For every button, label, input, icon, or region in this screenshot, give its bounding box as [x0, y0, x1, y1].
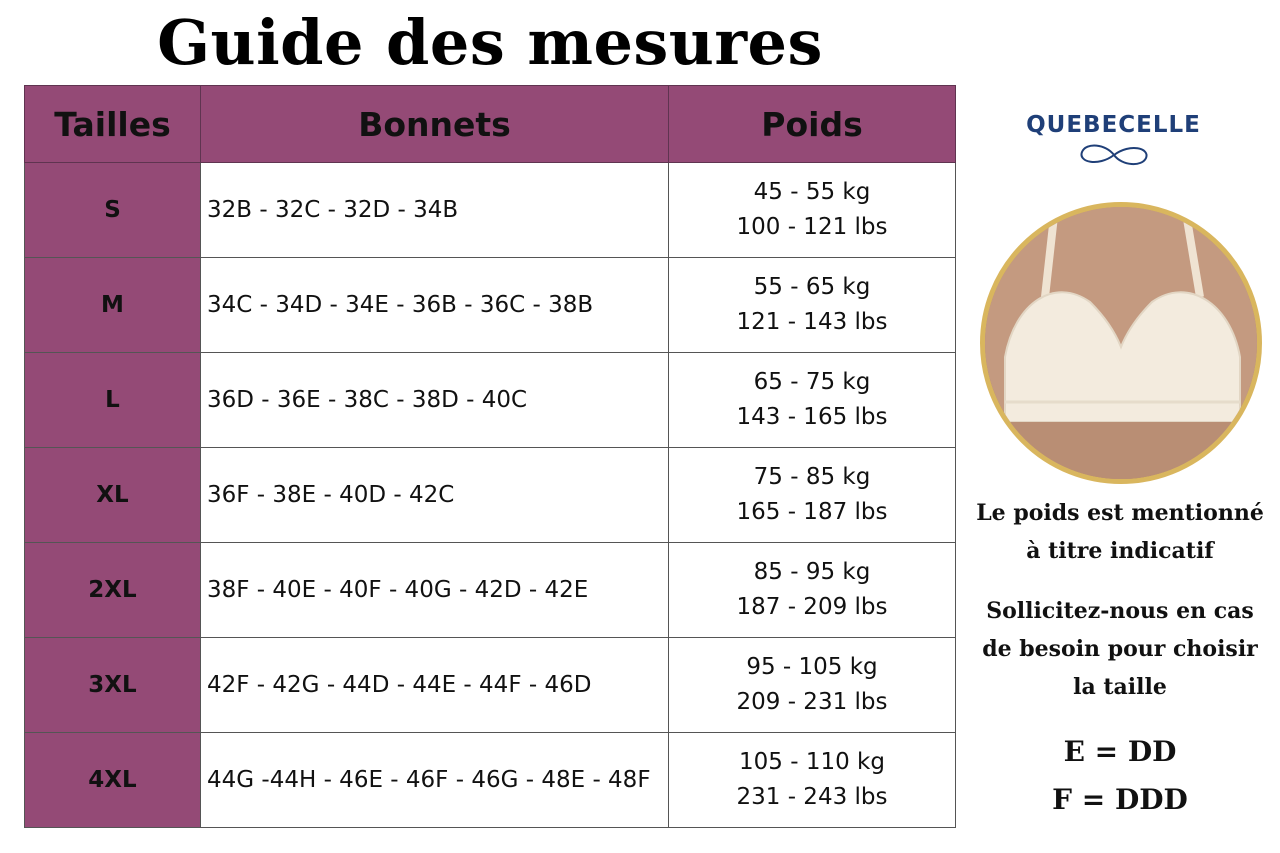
cups-cell: 32B - 32C - 32D - 34B: [201, 163, 669, 258]
weight-lbs: 143 - 165 lbs: [736, 404, 888, 430]
table-row: [25, 353, 956, 448]
brand-logo: [1026, 112, 1201, 170]
table-row: [25, 258, 956, 353]
product-photo: [980, 202, 1262, 484]
cups-cell: 34C - 34D - 34E - 36B - 36C - 38B: [201, 258, 669, 353]
weight-note-line: Le poids est mentionné: [976, 500, 1264, 526]
table-header-row: [25, 86, 956, 163]
cups-cell: 36F - 38E - 40D - 42C: [201, 448, 669, 543]
weight-lbs: 187 - 209 lbs: [736, 594, 888, 620]
size-cell: 3XL: [25, 638, 201, 733]
table-row: [25, 448, 956, 543]
equivalence-f: F = DDD: [1052, 783, 1188, 816]
weight-note-line: à titre indicatif: [1026, 538, 1214, 564]
weight-lbs: 231 - 243 lbs: [736, 784, 888, 810]
size-cell: M: [25, 258, 201, 353]
cup-equivalences: [965, 728, 1275, 824]
weight-lbs: 209 - 231 lbs: [736, 689, 888, 715]
weight-cell: [669, 258, 956, 353]
page-title: Guide des mesures: [157, 6, 823, 79]
weight-cell: [669, 163, 956, 258]
weight-kg: 65 - 75 kg: [753, 369, 871, 395]
weight-kg: 45 - 55 kg: [753, 179, 871, 205]
weight-cell: [669, 733, 956, 828]
header-bonnets: Bonnets: [201, 86, 669, 163]
weight-kg: 105 - 110 kg: [739, 749, 885, 775]
weight-note: [965, 494, 1275, 570]
header-poids: Poids: [669, 86, 956, 163]
size-cell: S: [25, 163, 201, 258]
weight-lbs: 165 - 187 lbs: [736, 499, 888, 525]
equivalence-e: E = DD: [1063, 735, 1177, 768]
weight-lbs: 121 - 143 lbs: [736, 309, 888, 335]
cups-cell: 44G -44H - 46E - 46F - 46G - 48E - 48F: [201, 733, 669, 828]
weight-cell: [669, 543, 956, 638]
weight-cell: [669, 638, 956, 733]
weight-kg: 95 - 105 kg: [746, 654, 878, 680]
table-row: [25, 543, 956, 638]
cups-cell: 42F - 42G - 44D - 44E - 44F - 46D: [201, 638, 669, 733]
cups-cell: 38F - 40E - 40F - 40G - 42D - 42E: [201, 543, 669, 638]
header-tailles: Tailles: [25, 86, 201, 163]
table-row: [25, 733, 956, 828]
help-note: [965, 592, 1275, 706]
size-cell: 2XL: [25, 543, 201, 638]
weight-cell: [669, 448, 956, 543]
weight-cell: [669, 353, 956, 448]
help-note-line: la taille: [1073, 674, 1167, 700]
weight-kg: 85 - 95 kg: [753, 559, 871, 585]
table-row: [25, 163, 956, 258]
brand-name: QUEBECELLE: [1026, 112, 1201, 138]
bra-illustration-icon: [985, 207, 1257, 479]
cups-cell: 36D - 36E - 38C - 38D - 40C: [201, 353, 669, 448]
infinity-icon: [1072, 140, 1156, 170]
size-table: [24, 85, 956, 828]
size-cell: 4XL: [25, 733, 201, 828]
size-cell: XL: [25, 448, 201, 543]
help-note-line: de besoin pour choisir: [982, 636, 1258, 662]
weight-kg: 75 - 85 kg: [753, 464, 871, 490]
weight-lbs: 100 - 121 lbs: [736, 214, 888, 240]
table-row: [25, 638, 956, 733]
weight-kg: 55 - 65 kg: [753, 274, 871, 300]
help-note-line: Sollicitez-nous en cas: [986, 598, 1254, 624]
size-cell: L: [25, 353, 201, 448]
